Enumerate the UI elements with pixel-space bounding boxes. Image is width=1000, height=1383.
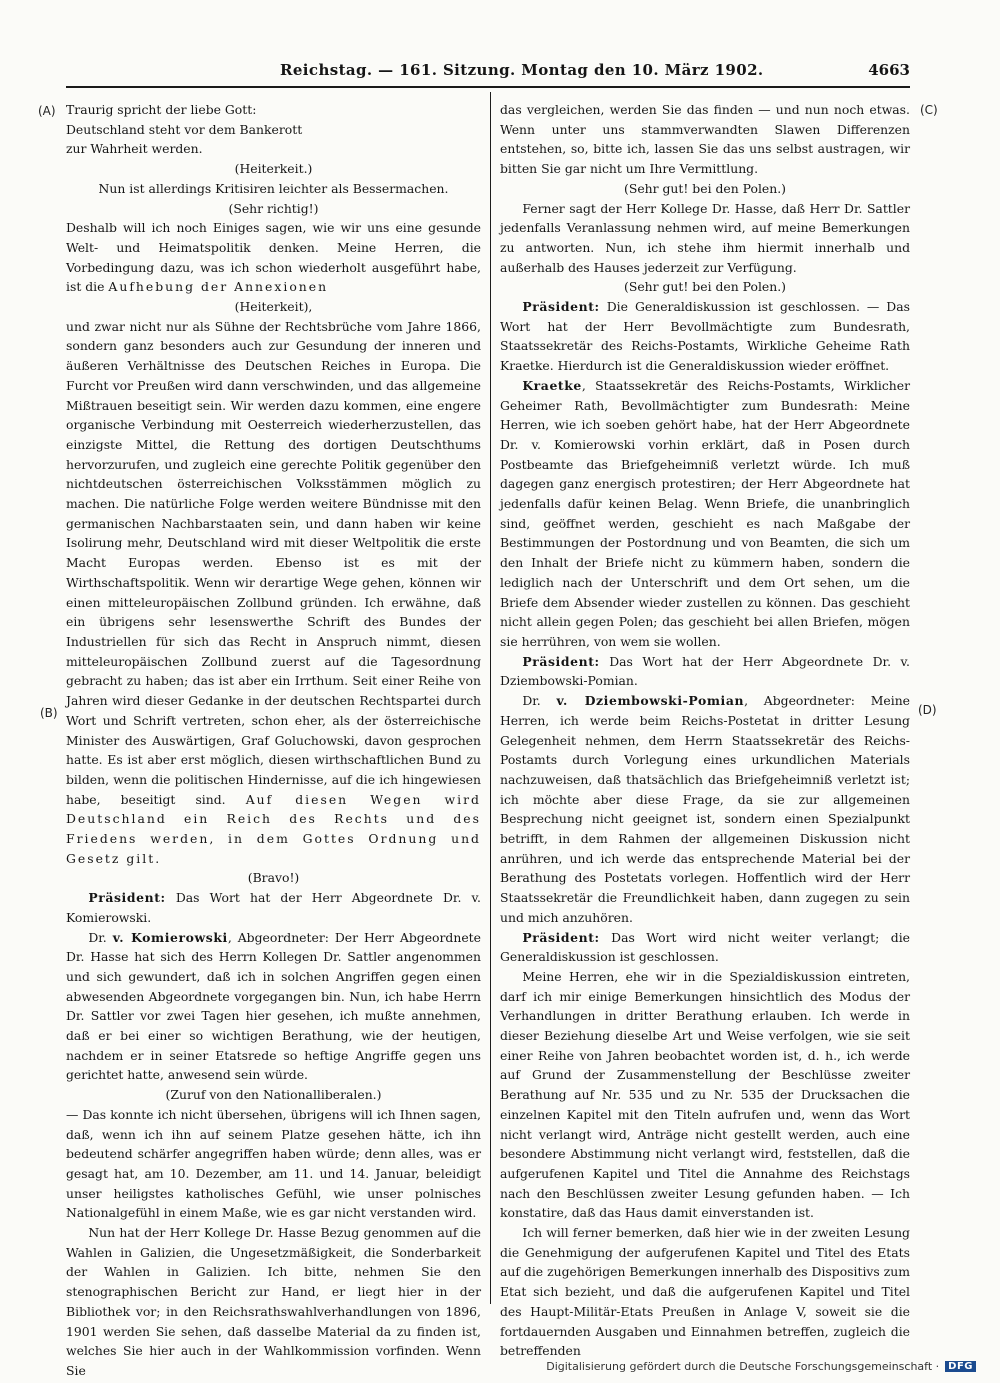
paragraph-text: (Sehr gut! bei den Polen.) [624, 180, 786, 196]
paragraph-text: Nun hat der Herr Kollege Dr. Hasse Bezug genommen auf die Wahlen in Galizien, die Ungesetzmäßigkeit, die Sonderbarkeit der Wahlen in Galizien. Ich bitte, nehmen Sie den stenographischen Bericht zur Hand, er liegt hier in der Bibliothek vor; in den Reichsrathswahlverhandlungen von 1896, 1901 werden Sie sehen, daß dasselbe Material da zu finden ist, welches Sie hier auch in der Wahlkommission vorfinden. Wenn Sie [66, 1225, 481, 1378]
speaker-name: Präsident: [522, 299, 600, 315]
speaker-paragraph [500, 928, 910, 967]
interjection [500, 179, 910, 199]
margin-mark-c: (C) [920, 103, 938, 117]
paragraph-text: Ferner sagt der Herr Kollege Dr. Hasse, daß Herr Dr. Sattler jedenfalls Veranlassung nehmen wird, auf meine Bemerkungen zu antworten. Nun, ich stehe ihm hiermit innerhalb und außerhalb des Hauses jederzeit zur Verfügung. [500, 200, 910, 275]
paragraph-text: (Heiterkeit.) [234, 161, 313, 177]
paragraph [66, 317, 481, 869]
emphasis-text: Aufhebung der Annexionen [108, 279, 329, 295]
interjection [66, 868, 481, 888]
speech-text: Das Wort wird nicht weiter verlangt; die Generaldiskussion ist geschlossen. [500, 929, 910, 965]
speaker-name: v. Komierowski [112, 929, 228, 945]
paragraph [66, 1105, 481, 1223]
paragraph-text: Deutschland steht vor dem Bankerott [66, 121, 303, 137]
paragraph-text: und zwar nicht nur als Sühne der Rechtsbrüche vom Jahre 1866, sondern ganz besonders auch zur Gesundung der inneren und äußeren Verhältnisse des Deutschen Reiches in Europa. Die Furcht vor Preußen wird dann verschwinden, und das allgemeine Mißtrauen beseitigt sein. Wir werden dazu kommen, eine engere organische Verbindung mit Oesterreich wiederherzustellen, das einzigste Mittel, die Rettung des dortigen Deutschthums hervorzurufen, und zugleich eine gerechte Politik gegenüber den nichtdeutschen österreichischen Volksstämmen möglich zu machen. Die natürliche Folge werden weitere Bündnisse mit den germanischen Nachbarstaaten sein, und dann haben wir keine Isolirung mehr, Deutschland wird mit dieser Weltpolitik die erste Macht Europas werden. Ebenso ist es mit der Wirthschaftspolitik. Wenn wir derartige Wege gehen, können wir einen mitteleuropäischen Zollbund gründen. Ich erwähne, daß ein übrigens sehr lesenswerthe Schrift des Bundes der Industriellen für sich das Recht in Anspruch nimmt, diesen mitteleuropäischen Zollbund zuerst auf die Tagesordnung gebracht zu haben; das ist aber ein Irrthum. Seit einer Reihe von Jahren wird dieser Gedanke in der deutschen Rechtspartei durch Wort und Schrift vertreten, schon eher, als der österreichische Minister des Auswärtigen, Graf Goluchowski, davon gesprochen hatte. Es ist aber erst möglich, diesen wirthschaftlichen Bund zu bilden, wenn die politischen Hindernisse, auf die ich hingewiesen habe, beseitigt sind. [66, 318, 481, 807]
speech-text: Die Generaldiskussion ist geschlossen. — Das Wort hat der Herr Bevollmächtigte zum Bundesrath, Staatssekretär des Reichs-Postamts, Wirkliche Geheime Rath Kraetke. Hierdurch ist die Generaldiskussion wieder eröffnet. [500, 299, 910, 374]
speaker-paragraph [500, 376, 910, 652]
speaker-paragraph [500, 297, 910, 376]
paragraph [500, 199, 910, 278]
verse-line [66, 139, 481, 159]
speaker-title: Dr. [522, 693, 557, 709]
header-title: Reichstag. — 161. Sitzung. Montag den 10. März 1902. [280, 61, 764, 79]
interjection [66, 1085, 481, 1105]
paragraph-text: Meine Herren, ehe wir in die Spezialdiskussion eintreten, darf ich mir einige Bemerkungen hinsichtlich des Modus der Verhandlungen in dritter Berathung erlauben. Ich werde in dieser Beziehung dieselbe Art und Weise verfolgen, wie sie seit einer Reihe von Jahren beobachtet worden ist, d. h., ich werde auf Grund der Zusammenstellung der Beschlüsse zweiter Berathung auf Nr. 535 und zu Nr. 535 der Drucksachen die einzelnen Kapitel mit den Titeln aufrufen und, wenn das Wort nicht verlangt wird, Anträge nicht gestellt werden, auch eine besondere Abstimmung nicht verlangt wird, feststellen, daß die aufgerufenen Kapitel und Titel die Annahme des Reichstags nach den Beschlüssen zweiter Lesung gefunden haben. — Ich konstatire, daß das Haus damit einverstanden ist. [500, 968, 910, 1221]
paragraph-text: (Bravo!) [247, 870, 300, 886]
funding-note: Digitalisierung gefördert durch die Deutsche Forschungsgemeinschaft · [546, 1360, 940, 1373]
margin-mark-d: (D) [918, 703, 937, 717]
interjection [66, 199, 481, 219]
speech-text: Das Wort hat der Herr Abgeordnete Dr. v. Dziembowski-Pomian. [500, 653, 910, 689]
left-column [66, 100, 481, 1378]
speaker-name: v. Dziembowski-Pomian [556, 693, 745, 709]
page-number: 4663 [868, 61, 910, 79]
verse-line [66, 100, 481, 120]
speech-text: , Abgeordneter: Der Herr Abgeordnete Dr. Hasse hat sich des Herrn Kollegen Dr. Sattler angenommen und sich gewundert, daß ich in solchen Angriffen gegen einen abwesenden Abgeordnete vorgegangen bin. Nun, ich habe Herrn Dr. Sattler vor zwei Tagen hier gesehen, ich mußte annehmen, daß er bei einer so wichtigen Berathung, wie der heutigen, nachdem er in seiner Etatsrede so heftige Angriffe gegen uns gerichtet hatte, anwesend sein würde. [66, 929, 481, 1083]
paragraph [500, 967, 910, 1223]
emphasis-text: Auf diesen Wegen wird Deutschland ein Reich des Rechts und des Friedens werden, in dem Gottes Ordnung und Gesetz gilt. [66, 791, 481, 866]
speaker-name: Kraetke [522, 377, 582, 393]
paragraph-text: Ich will ferner bemerken, daß hier wie in der zweiten Lesung die Genehmigung der aufgerufenen Kapitel und Titel des Etats auf die zugehörigen Bemerkungen innerhalb des Dispositivs zum Etat sich bezieht, und daß die aufgerufenen Kapitel und Titel des Haupt-Militär-Etats Preußen in Anlage V, soweit sie die fortdauernden Ausgaben und Einnahmen betreffen, zugleich die betreffenden [500, 1225, 910, 1359]
paragraph-text: Traurig spricht der liebe Gott: [66, 102, 257, 117]
speaker-name: Präsident: [522, 929, 600, 945]
paragraph-text: Deshalb will ich noch Einiges sagen, wie wir uns eine gesunde Welt- und Heimatspolitik denken. Meine Herren, die Vorbedingung dazu, was ich schon wiederholt ausgeführt habe, ist die [66, 220, 481, 295]
margin-mark-a: (A) [38, 104, 56, 118]
interjection [500, 277, 910, 297]
speaker-name: Präsident: [522, 653, 600, 669]
verse-line [66, 120, 481, 140]
paragraph-text: (Zuruf von den Nationalliberalen.) [165, 1087, 382, 1103]
paragraph [66, 218, 481, 297]
paragraph [66, 1223, 481, 1381]
speaker-paragraph [500, 652, 910, 691]
paragraph-text: Nun ist allerdings Kritisiren leichter als Bessermachen. [98, 180, 449, 196]
page-header [66, 52, 910, 88]
right-column [500, 100, 911, 1359]
speaker-paragraph [66, 928, 481, 1086]
paragraph-text: (Sehr gut! bei den Polen.) [624, 279, 786, 295]
paragraph-text: (Sehr richtig!) [228, 200, 319, 216]
paragraph-text: zur Wahrheit werden. [66, 141, 203, 157]
speaker-paragraph [500, 691, 910, 927]
paragraph-text: (Heiterkeit), [234, 299, 313, 315]
speaker-paragraph [66, 888, 481, 927]
margin-mark-b: (B) [40, 706, 58, 720]
dfg-logo: DFG [945, 1361, 976, 1372]
speech-text: , Staatssekretär des Reichs-Postamts, Wirklicher Geheimer Rath, Bevollmächtigter zum Bundesrath: Meine Herren, wie ich soeben gehört habe, hat der Herr Abgeordnete Dr. v. Komierowski vorhin erklärt, daß in Posen durch Postbeamte das Briefgeheimniß verletzt würde. Ich muß dagegen ganz energisch protestiren; der Herr Abgeordnete hat jedenfalls dafür keinen Belag. Wenn Briefe, die unanbringlich sind, geöffnet werden, geschieht es nach Maßgabe der Bestimmungen der Postordnung und von Beamten, die sich um den Inhalt der Briefe nicht zu kümmern haben, sondern die lediglich nach der Unterschrift und dem Ort sehen, um die Briefe dem Absender wieder zustellen zu können. Das geschieht nicht allein gegen Polen; das geschieht bei allen Briefen, mögen sie herrühren, von wem sie wollen. [500, 377, 910, 649]
speech-text: Das Wort hat der Herr Abgeordnete Dr. v. Komierowski. [66, 890, 481, 925]
paragraph [500, 100, 910, 179]
interjection [66, 297, 481, 317]
speech-text: , Abgeordneter: Meine Herren, ich werde beim Reichs-Postetat in dritter Lesung Gelegenheit nehmen, dem Herrn Staatssekretär des Reichs-Postamts durch Vorlegung eines urkundlichen Materials nachzuweisen, daß thatsächlich das Briefgeheimniß verletzt ist; ich möchte aber diese Frage, da sie zur allgemeinen Besprechung nicht geeignet ist, sondern einen Spezialpunkt betrifft, in dem Rahmen der allgemeinen Diskussion nicht anrühren, und ich werde das entsprechende Material bei der Berathung des Postetats vorlegen. Hoffentlich wird der Herr Staatssekretär die Freundlichkeit haben, dann zugegen zu sein und mich anzuhören. [500, 693, 911, 925]
footer [546, 1360, 976, 1373]
paragraph-text: — Das konnte ich nicht übersehen, übrigens will ich Ihnen sagen, daß, wenn ich ihn auf seinem Platze gesehen hätte, ich ihn bedeutend schärfer angegriffen haben würde; denn alles, was er gesagt hat, am 10. Dezember, am 11. und 14. Januar, beleidigt unser heiligstes katholisches Gefühl, wie unser polnisches Nationalgefühl in einem Maße, wie es gar nicht verstanden wird. [66, 1106, 481, 1221]
interjection [66, 159, 481, 179]
column-divider [490, 92, 491, 1304]
interjection [66, 179, 481, 199]
speaker-title: Dr. [88, 929, 113, 945]
paragraph [500, 1223, 910, 1361]
speaker-name: Präsident: [88, 890, 166, 906]
paragraph-text: das vergleichen, werden Sie das finden — und nun noch etwas. Wenn unter uns stammverwandten Slawen Differenzen entstehen, so, bitte ich, lassen Sie das uns selbst austragen, wir bitten Sie gar nicht um Ihre Vermittlung. [500, 102, 910, 177]
